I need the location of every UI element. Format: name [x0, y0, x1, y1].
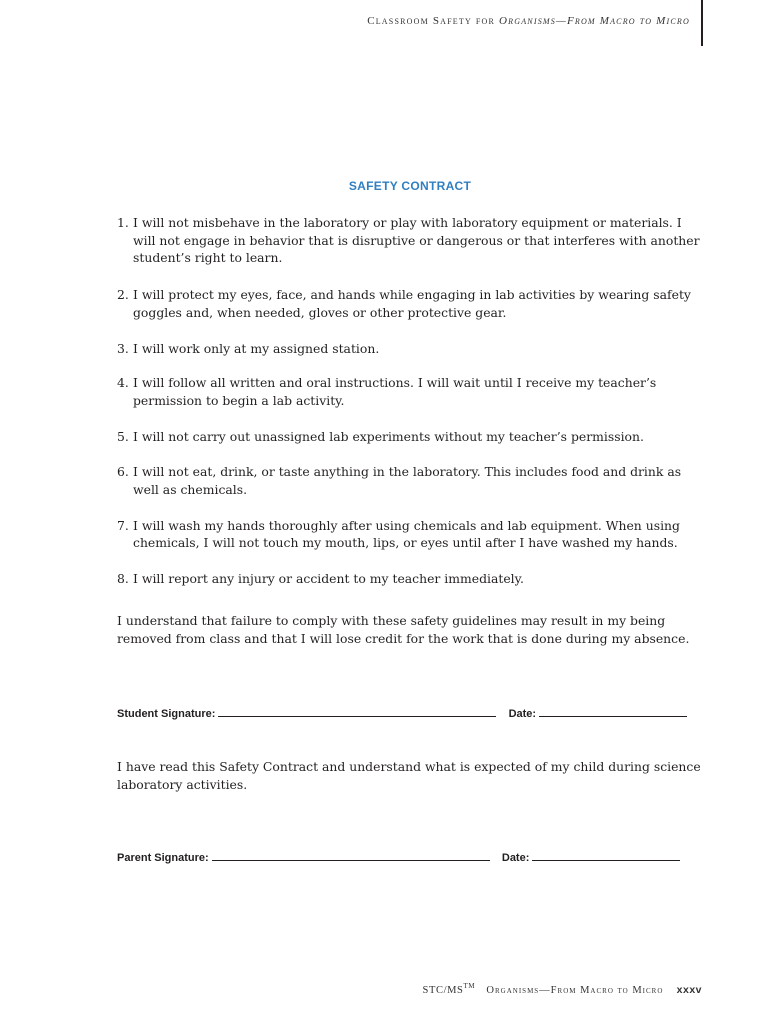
item-number: 5.: [117, 428, 129, 444]
footer-book-title: Organisms—From Macro to Micro: [486, 985, 664, 996]
trademark-mark: TM: [463, 982, 476, 990]
list-item: [117, 214, 702, 267]
item-text: I will report any injury or accident to my teacher immediately.: [133, 571, 524, 587]
item-text: I will not carry out unassigned lab experiments without my teacher’s permission.: [133, 428, 644, 444]
parent-date-field[interactable]: [532, 849, 680, 861]
item-text: I will work only at my assigned station.: [133, 340, 380, 356]
item-number: 3.: [117, 340, 129, 356]
parent-signature-row: [117, 849, 717, 864]
running-header: [367, 15, 690, 27]
page-title: SAFETY CONTRACT: [348, 179, 472, 193]
student-date-label: Date:: [508, 708, 537, 720]
item-number: 7.: [117, 517, 129, 533]
list-item: [117, 463, 702, 498]
item-text: I will follow all written and oral instructions. I will wait until I receive my teacher’s permission to begin a lab activity.: [133, 375, 657, 408]
list-item: [117, 517, 702, 552]
running-footer: [423, 982, 702, 996]
list-item: [117, 428, 702, 446]
parent-date-label: Date:: [501, 852, 530, 864]
rules-list: [117, 214, 702, 588]
student-date-field[interactable]: [539, 705, 687, 717]
footer-brand: STC/MS: [422, 985, 464, 996]
agreement-statement: I understand that failure to comply with these safety guidelines may result in my being removed from class and that I will lose credit for the work that is done during my absence.: [117, 613, 690, 646]
item-number: 1.: [117, 215, 129, 230]
header-prefix: Classroom Safety for: [367, 15, 499, 27]
item-text: I will wash my hands thoroughly after using chemicals and lab equipment. When using chemicals, I will not touch my mouth, lips, or eyes until after I have washed my hands.: [133, 517, 680, 551]
list-item: [117, 570, 702, 588]
student-signature-row: [117, 705, 717, 720]
item-number: 8.: [117, 571, 129, 587]
item-text: I will protect my eyes, face, and hands while engaging in lab activities by wearing safety goggles and, when needed, gloves or other protective gear.: [133, 287, 691, 320]
item-number: 2.: [117, 287, 129, 303]
student-signature-label: Student Signature:: [117, 708, 216, 720]
item-number: 4.: [117, 375, 129, 391]
student-signature-field[interactable]: [218, 705, 496, 717]
header-rule: [701, 0, 703, 46]
parent-signature-label: Parent Signature:: [117, 852, 209, 864]
list-item: [117, 340, 702, 358]
item-text: I will not misbehave in the laboratory or play with laboratory equipment or materials. I will not engage in behavior that is disruptive or dangerous or that interferes with another student’s right to learn.: [133, 215, 700, 266]
header-book-title: Organisms—From Macro to Micro: [499, 15, 690, 27]
parent-statement: I have read this Safety Contract and understand what is expected of my child during science laboratory activities.: [117, 759, 701, 792]
item-number: 6.: [117, 464, 129, 480]
page-number: xxxv: [676, 984, 702, 996]
item-text: I will not eat, drink, or taste anything in the laboratory. This includes food and drink as well as chemicals.: [133, 464, 682, 498]
list-item: [117, 374, 702, 409]
list-item: [117, 286, 702, 321]
parent-signature-field[interactable]: [212, 849, 490, 861]
